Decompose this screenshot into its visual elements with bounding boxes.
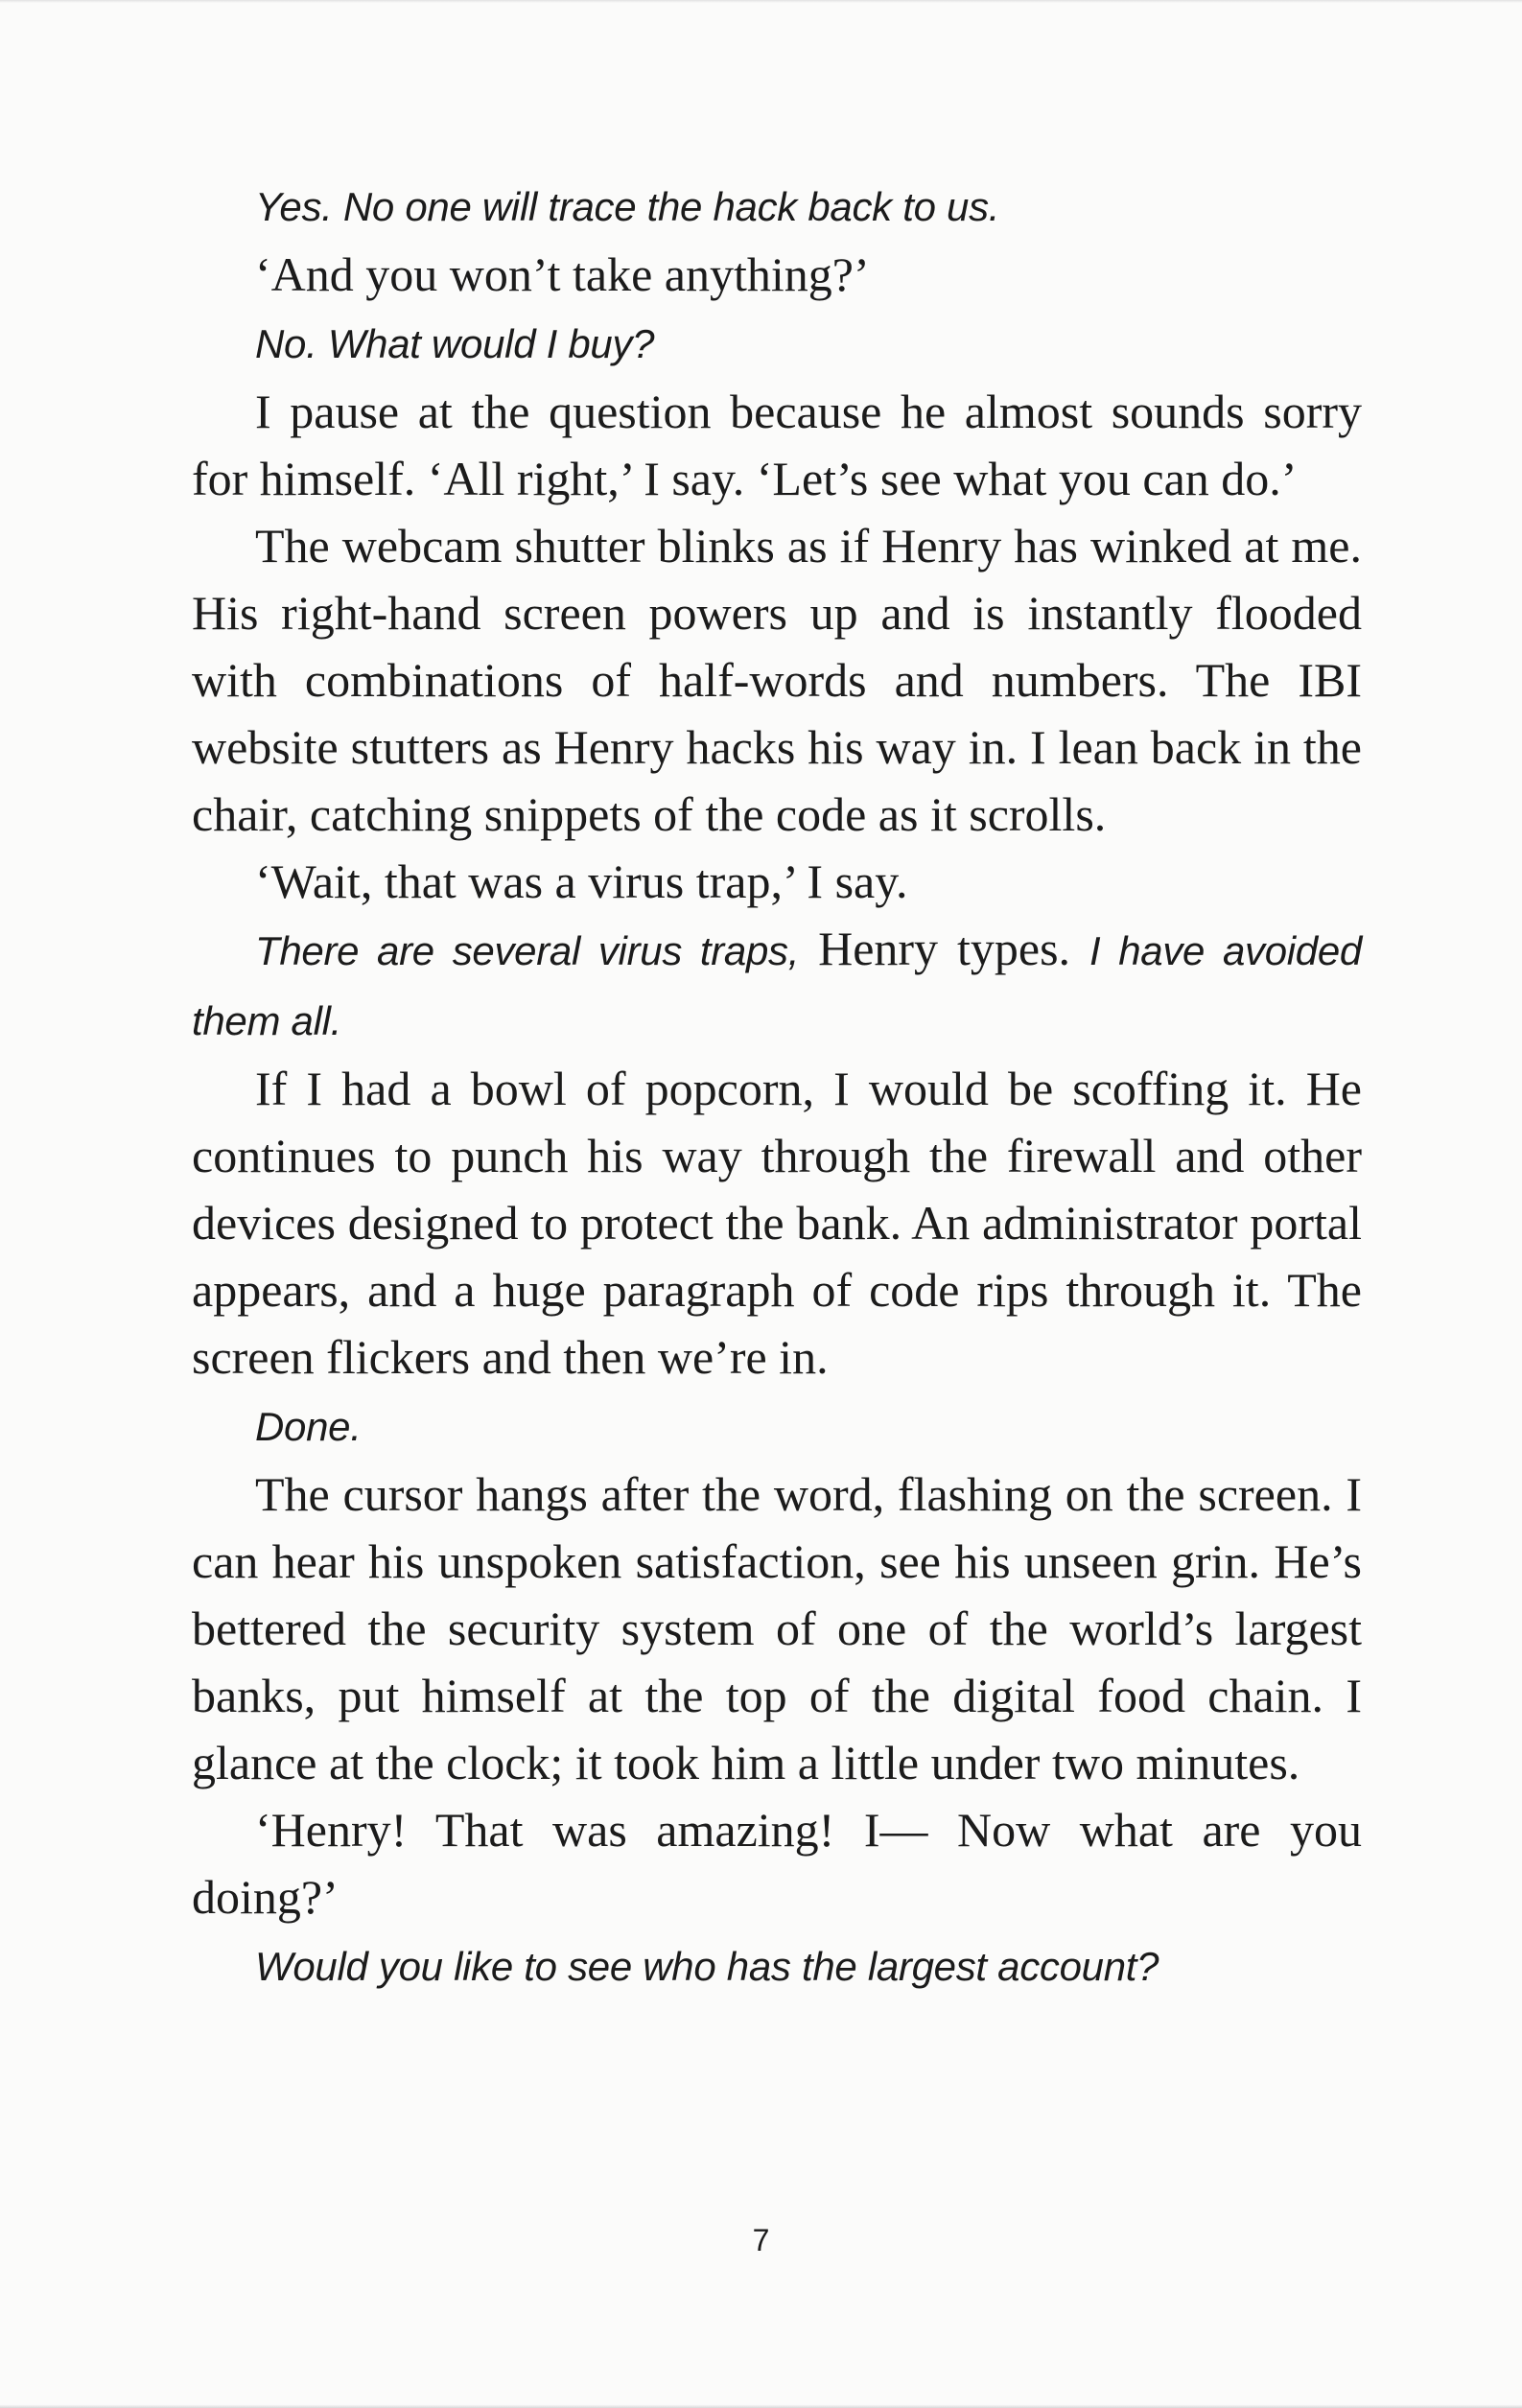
paragraph-8 — [192, 1055, 1362, 1391]
paragraph-3 — [192, 308, 1362, 378]
paragraph-5 — [192, 512, 1362, 848]
roman-text: If I had a bowl of popcorn, I would be scoffing it. He continues to punch his way through the firewall and other devices designed to protect the bank. An administrator portal appears, and a huge paragraph of code rips through it. The screen flickers and then we’re in. — [192, 1062, 1362, 1384]
paragraph-9 — [192, 1391, 1362, 1461]
scan-edge-top — [0, 0, 1522, 3]
paragraph-11 — [192, 1796, 1362, 1930]
paragraph-6 — [192, 848, 1362, 915]
roman-text: I pause at the question because he almost sounds sorry for himself. ‘All right,’ I say. ‘Let’s see what you can do.’ — [192, 385, 1362, 505]
scan-edge-bottom — [0, 2404, 1522, 2408]
italic-text: I have avoided them all. — [192, 928, 1362, 1043]
page-number: 7 — [752, 2223, 770, 2257]
paragraph-12 — [192, 1930, 1362, 2000]
book-page-text — [192, 171, 1362, 2000]
roman-text: The webcam shutter blinks as if Henry has winked at me. His right-hand screen powers up and is instantly flooded with combinations of half-words and numbers. The IBI website stutters as Henry hacks his way in. I lean back in the chair, catching snippets of the code as it scrolls. — [192, 519, 1362, 841]
roman-text: ‘And you won’t take anything?’ — [255, 247, 870, 301]
paragraph-2 — [192, 241, 1362, 308]
italic-text: There are several virus traps, — [255, 928, 800, 973]
italic-text: Would you like to see who has the largest account? — [255, 1944, 1159, 1989]
italic-text: No. What would I buy? — [255, 321, 655, 366]
italic-text: Yes. No one will trace the hack back to us. — [255, 184, 1000, 229]
paragraph-4 — [192, 378, 1362, 512]
italic-text: Done. — [255, 1404, 362, 1449]
paragraph-10 — [192, 1461, 1362, 1796]
roman-text: The cursor hangs after the word, flashing on the screen. I can hear his unspoken satisfaction, see his unseen grin. He’s bettered the security system of one of the world’s largest banks, put himself at the top of the digital food chain. I glance at the clock; it took him a little under two minutes. — [192, 1467, 1362, 1789]
paragraph-7 — [192, 915, 1362, 1055]
roman-text: Henry types. — [799, 922, 1090, 975]
roman-text: ‘Henry! That was amazing! I— Now what are you doing?’ — [192, 1803, 1362, 1924]
paragraph-1 — [192, 171, 1362, 241]
roman-text: ‘Wait, that was a virus trap,’ I say. — [255, 854, 908, 908]
